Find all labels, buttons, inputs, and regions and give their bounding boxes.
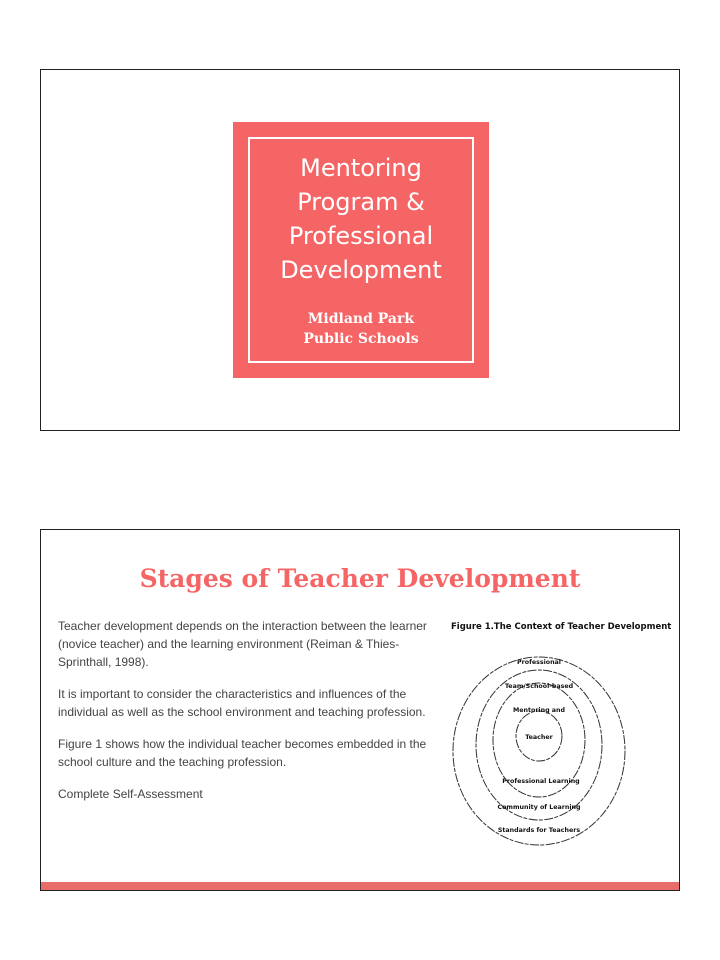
slide-heading: Stages of Teacher Development: [139, 564, 581, 593]
content-slide: [40, 529, 680, 891]
ring-label: Professional: [517, 659, 561, 666]
slide-body: [58, 617, 428, 817]
title-card: [233, 122, 489, 378]
paragraph: Figure 1 shows how the individual teacher becomes embedded in the school culture and the teaching profession.: [58, 737, 427, 769]
ring-label: Mentoring and: [512, 707, 566, 714]
ring-label: Community of Learning: [497, 804, 581, 811]
ring-label: Teacher: [525, 734, 553, 741]
title-slide: [40, 69, 680, 431]
ring-label: Professional Learning: [502, 778, 580, 785]
ring-label: Team/School-based: [504, 683, 574, 690]
accent-bar: [41, 882, 679, 890]
self-assessment-text: Complete Self-Assessment: [58, 787, 203, 801]
ring-label: Standards for Teachers: [497, 827, 581, 834]
paragraph: It is important to consider the characteristics and influences of the individual as well as the school environment and teaching profession.: [58, 687, 426, 719]
teacher-development-figure: [437, 618, 677, 848]
paragraph: Teacher development depends on the interaction between the learner (novice teacher) and the learning environment (Reiman & Thies-Sprinthall, 1998).: [58, 619, 427, 669]
title-card-frame: [248, 137, 474, 363]
presentation-title: Mentoring Program & Professional Development: [280, 154, 442, 284]
figure-caption: Figure 1.The Context of Teacher Development: [451, 622, 672, 632]
presentation-subtitle: Midland Park Public Schools: [303, 311, 419, 347]
